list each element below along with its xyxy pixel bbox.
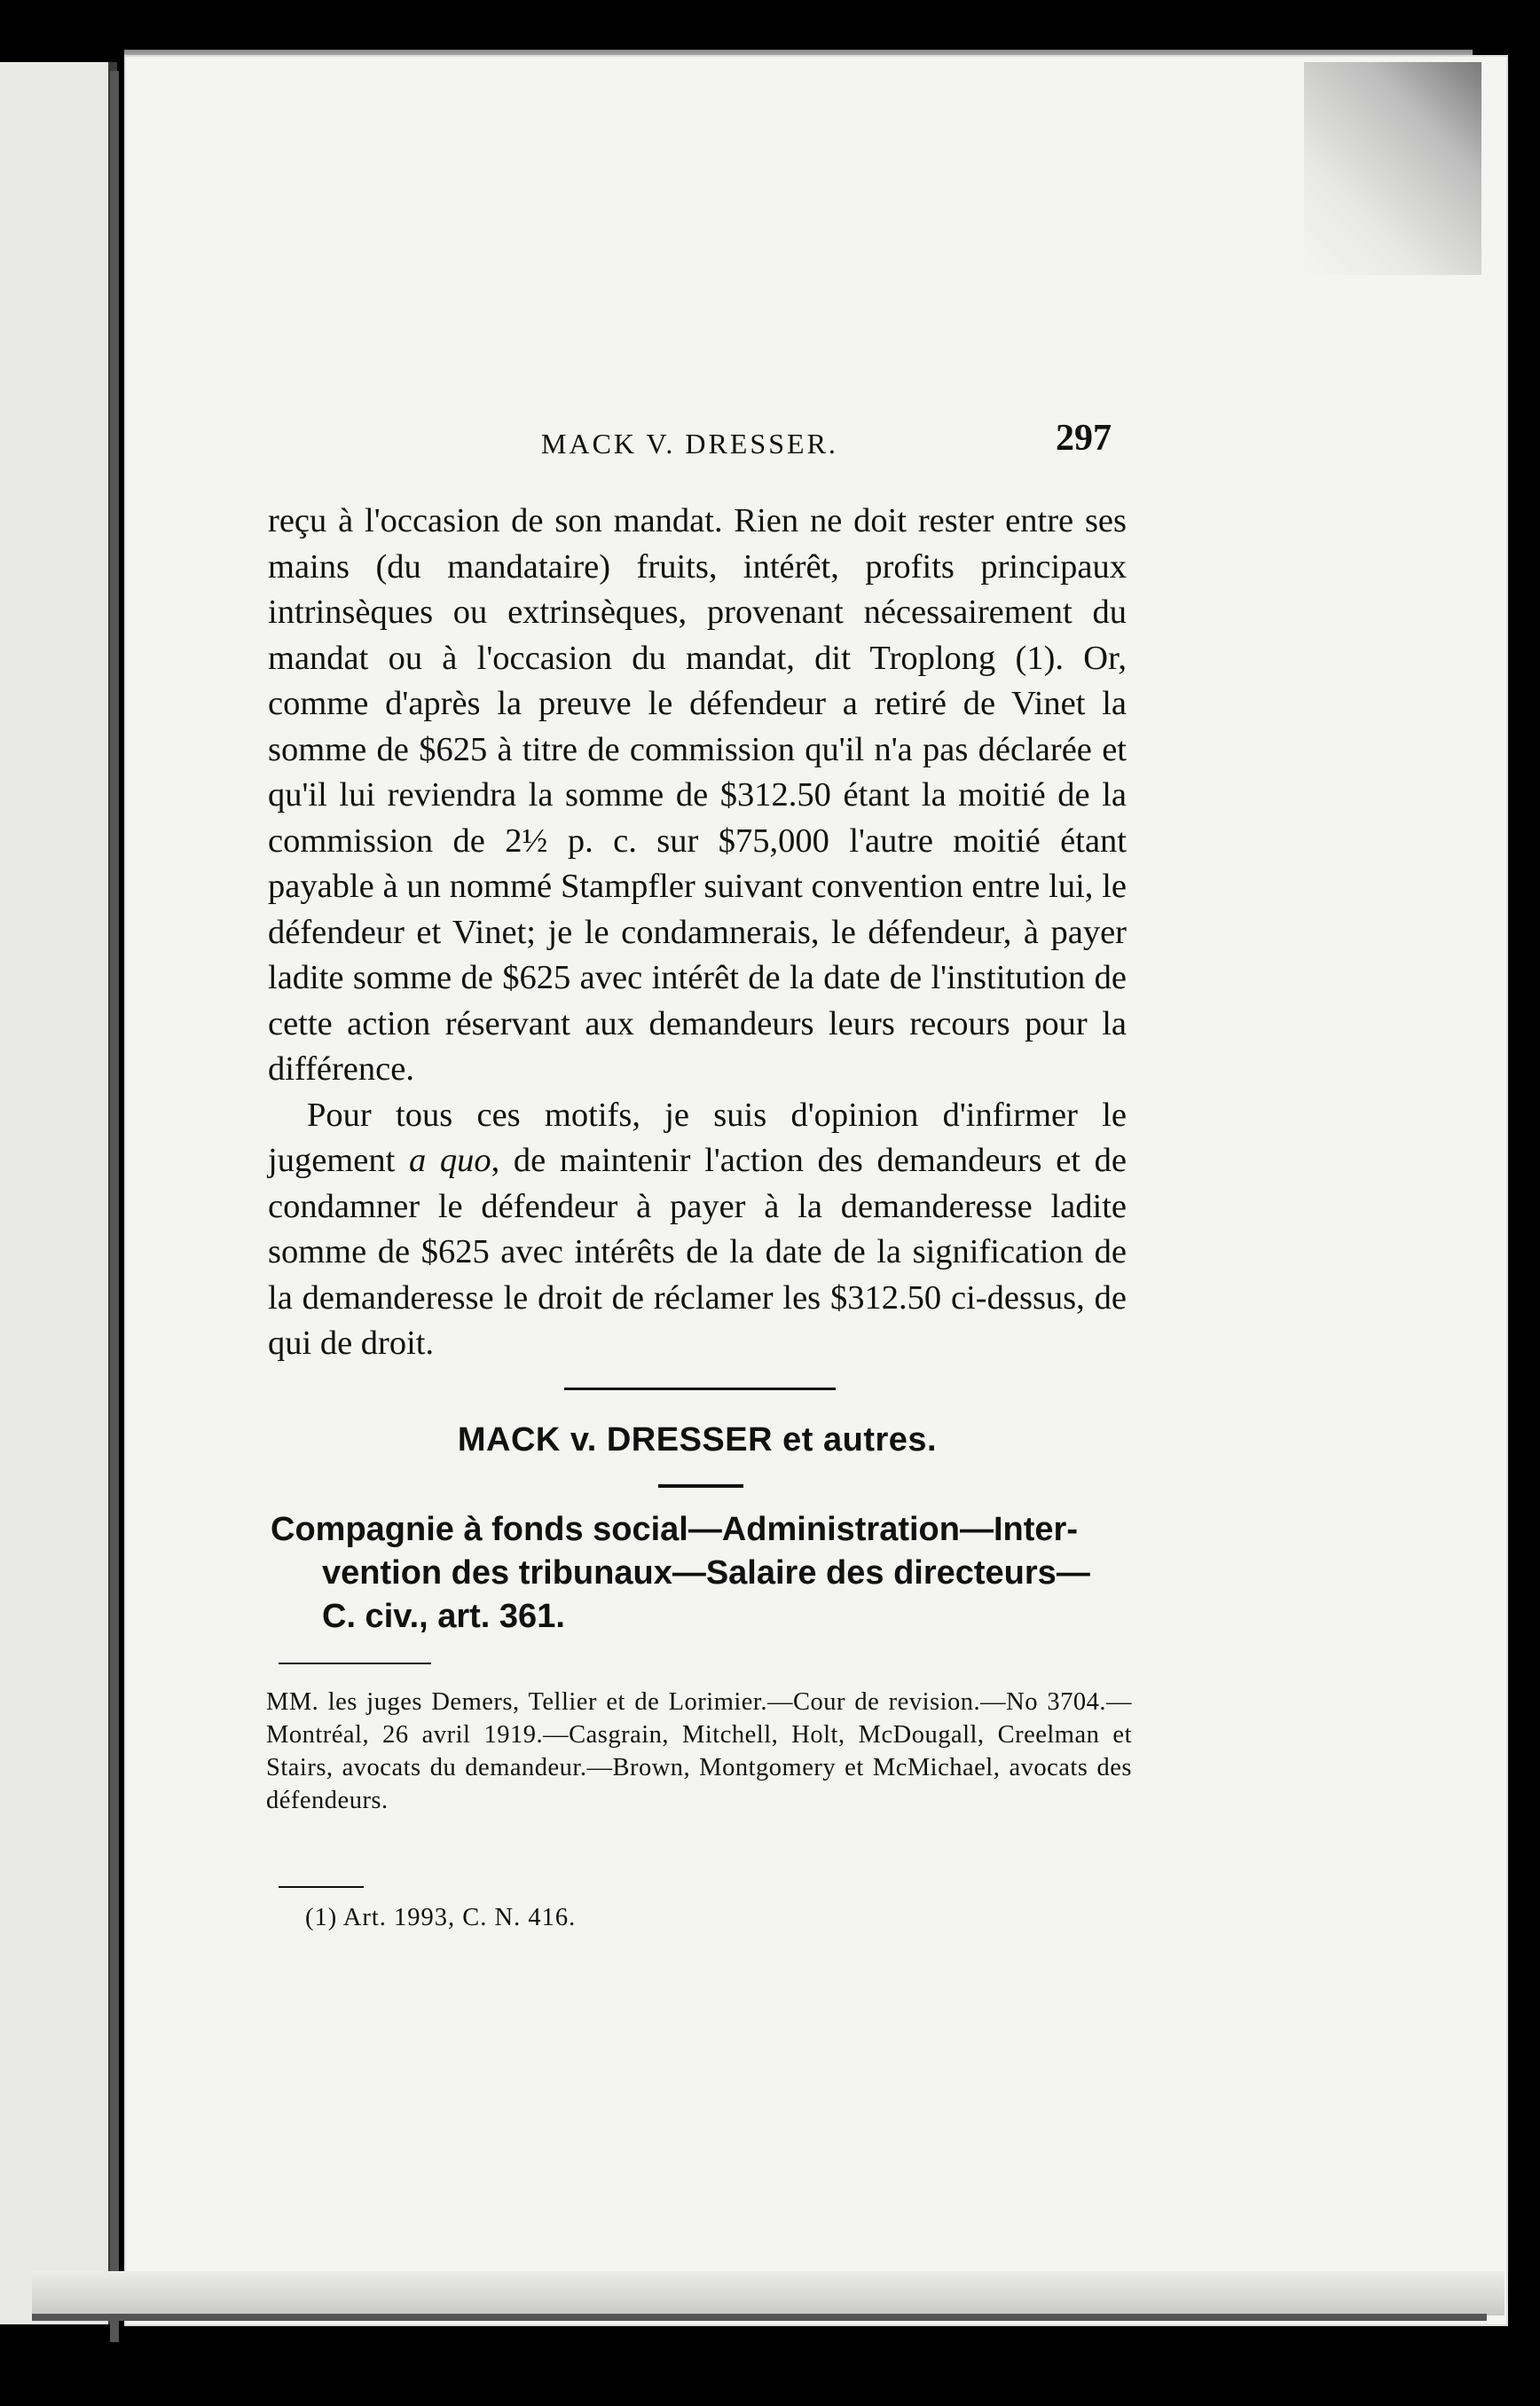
paragraph-1: reçu à l'occasion de son mandat. Rien ne doit rester entre ses mains (du mandataire) fruits, intérêt, profits principaux intrinsèques ou extrinsèques, provenant nécessairement du mandat ou à l'occasion du mandat, dit Troplong (1). Or, comme d'après la preuve le défendeur a retiré de Vinet la somme de $625 à titre de commission qu'il n'a pas déclarée et qu'il lui reviendra la somme de $312.50 étant la moitié de la commission de 2½ p. c. sur $75,000 l'autre moitié étant payable à un nommé Stampfler suivant convention entre lui, le défendeur et Vinet; je le condamnerais, le défendeur, à payer ladite somme de $625 avec intérêt de la date de l'institution de cette action réservant aux demandeurs leurs recours pour la différence. [268, 502, 1127, 1088]
headnote-line-3: C. civ., art. 361. [322, 1598, 565, 1635]
footnote: (1) Art. 1993, C. N. 416. [305, 1904, 577, 1931]
paragraph-2-start: Pour tous ces motifs, je suis d'opinion d'infirmer le jugement [268, 1096, 1127, 1179]
page-corner-curl [1304, 62, 1481, 275]
section-divider-rule [564, 1388, 836, 1390]
headnote-line-2: vention des tribunaux—Salaire des directeurs— [322, 1554, 1090, 1592]
headnote-rule [279, 1663, 431, 1664]
running-head: MACK V. DRESSER. [541, 428, 838, 460]
headnote [271, 1508, 1140, 1639]
body-text [268, 499, 1127, 1367]
footnote-rule [279, 1886, 364, 1888]
paragraph-2 [268, 1093, 1127, 1367]
headnote-line-1: Compagnie à fonds social—Administration—Inter- [271, 1511, 1078, 1548]
case-title: MACK v. DRESSER et autres. [457, 1421, 938, 1459]
book-gutter [110, 71, 119, 2342]
court-details: MM. les juges Demers, Tellier et de Lorimier.—Cour de revision.—No 3704.—Montréal, 26 avril 1919.—Casgrain, Mitchell, Holt, McDougall, Creelman et Stairs, avocats du demandeur.—Brown, Montgomery et McMichael, avocats des défendeurs. [266, 1688, 1132, 1814]
title-underline-rule [658, 1484, 743, 1488]
page-number: 297 [1056, 418, 1112, 459]
facing-page-edge [0, 62, 117, 2324]
page-bottom-edge [32, 2271, 1505, 2316]
latin-phrase: a quo [408, 1142, 491, 1179]
page-bottom-shadow [32, 2314, 1487, 2321]
paragraph-2-end: , de maintenir l'action des demandeurs et de condamner le défendeur à payer à la demanderesse ladite somme de $625 avec intérêts de la date de la signification de la demanderesse le droit de réclamer les $312.50 ci-dessus, de qui de droit. [268, 1142, 1127, 1362]
